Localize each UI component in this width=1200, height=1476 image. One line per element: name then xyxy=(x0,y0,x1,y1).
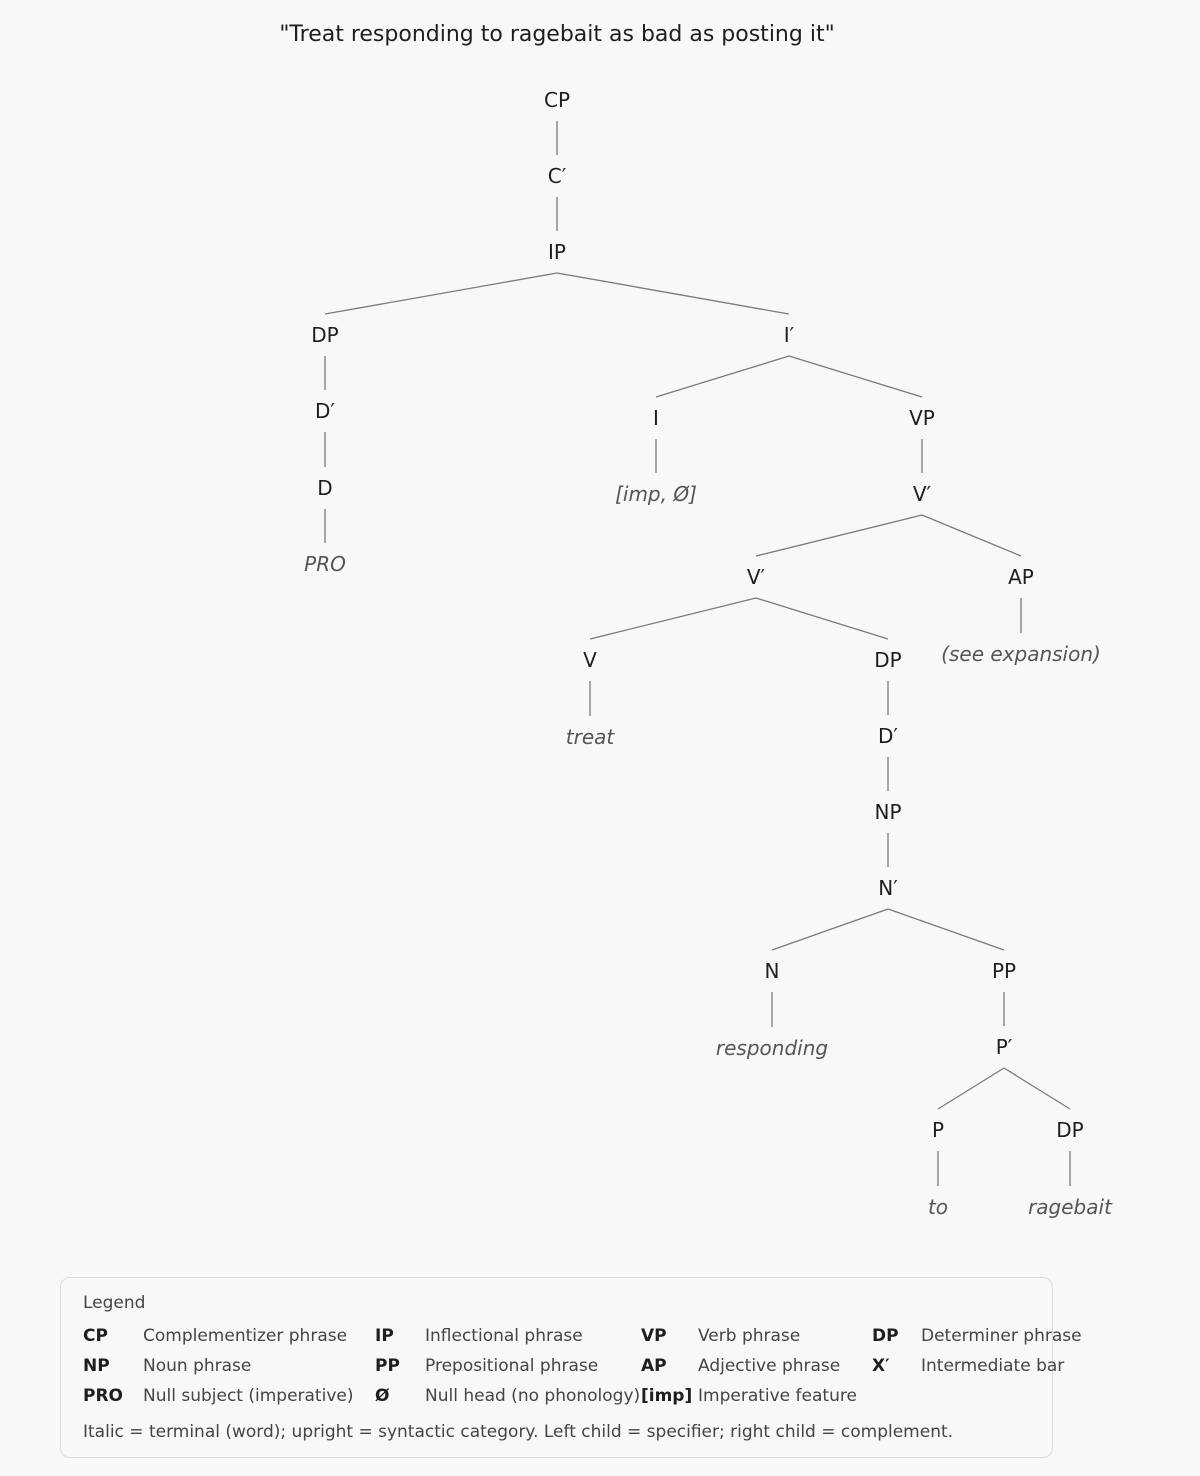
legend-heading: Legend xyxy=(83,1293,146,1313)
legend-abbr-xbar: X′ xyxy=(872,1356,890,1376)
tree-edge-vbar1-vbar2 xyxy=(756,515,922,556)
tree-node-pro: PRO xyxy=(304,552,346,576)
legend-desc-vp: Verb phrase xyxy=(698,1326,801,1346)
legend-abbr-pro: PRO xyxy=(83,1386,124,1406)
tree-node-imp: [imp, Ø] xyxy=(615,482,697,506)
tree-node-dbar2: D′ xyxy=(878,724,898,748)
tree-node-seeexp: (see expansion) xyxy=(941,642,1101,666)
legend-desc-ap: Adjective phrase xyxy=(698,1356,841,1376)
tree-node-i: I xyxy=(653,406,659,430)
tree-edge-vbar2-dp2 xyxy=(756,598,888,639)
tree-edge-nbar-n xyxy=(772,909,888,950)
legend-note: Italic = terminal (word); upright = syntactic category. Left child = specifier; right child = complement. xyxy=(83,1422,954,1442)
legend-desc-cp: Complementizer phrase xyxy=(143,1326,348,1346)
legend-desc-xbar: Intermediate bar xyxy=(921,1356,1065,1376)
tree-node-dp1: DP xyxy=(311,323,339,347)
tree-node-to: to xyxy=(927,1195,949,1219)
tree-node-np: NP xyxy=(874,800,902,824)
tree-edge-ip-ibar xyxy=(557,273,789,314)
tree-node-dbar1: D′ xyxy=(315,399,335,423)
tree-node-p: P xyxy=(931,1118,945,1142)
legend-abbr-ap: AP xyxy=(641,1356,667,1376)
legend-desc-imp: Imperative feature xyxy=(698,1386,857,1406)
legend-abbr-pp: PP xyxy=(375,1356,400,1376)
tree-edge-ibar-i xyxy=(656,356,789,397)
tree-nodes xyxy=(304,88,1113,1219)
tree-node-dp2: DP xyxy=(874,648,902,672)
tree-node-pbar: P′ xyxy=(995,1035,1013,1059)
legend-abbr-null: Ø xyxy=(375,1386,390,1406)
tree-node-pp: PP xyxy=(991,959,1017,983)
legend-abbr-ip: IP xyxy=(375,1326,394,1346)
legend-desc-ip: Inflectional phrase xyxy=(425,1326,583,1346)
legend-desc-pro: Null subject (imperative) xyxy=(143,1386,354,1406)
tree-edge-pbar-dp3 xyxy=(1004,1068,1070,1109)
tree-node-vbar2: V′ xyxy=(746,565,766,589)
tree-node-cp: CP xyxy=(543,88,571,112)
tree-node-ip: IP xyxy=(548,240,566,264)
tree-node-ap: AP xyxy=(1008,565,1034,589)
tree-edge-vbar1-ap xyxy=(922,515,1021,556)
tree-edge-nbar-pp xyxy=(888,909,1004,950)
diagram-title: "Treat responding to ragebait as bad as posting it" xyxy=(279,22,835,47)
tree-edge-pbar-p xyxy=(938,1068,1004,1109)
legend-abbr-cp: CP xyxy=(83,1326,108,1346)
tree-node-nbar: N′ xyxy=(878,876,898,900)
tree-node-vbar1: V′ xyxy=(912,482,932,506)
tree-node-v: V xyxy=(583,648,597,672)
legend-abbr-np: NP xyxy=(83,1356,110,1376)
tree-edge-vbar2-v xyxy=(590,598,756,639)
legend-desc-np: Noun phrase xyxy=(143,1356,252,1376)
legend-abbr-imp: [imp] xyxy=(641,1386,693,1406)
legend-abbr-vp: VP xyxy=(641,1326,667,1346)
tree-edge-ibar-vp xyxy=(789,356,922,397)
tree-node-vp: VP xyxy=(909,406,935,430)
tree-node-dp3: DP xyxy=(1056,1118,1084,1142)
legend-desc-pp: Prepositional phrase xyxy=(425,1356,599,1376)
tree-node-ibar: I′ xyxy=(783,323,795,347)
tree-node-d1: D xyxy=(317,476,333,500)
legend-desc-dp: Determiner phrase xyxy=(921,1326,1082,1346)
tree-node-cbar: C′ xyxy=(547,164,567,188)
tree-node-treat: treat xyxy=(565,725,615,749)
legend-desc-null: Null head (no phonology) xyxy=(425,1386,641,1406)
legend-abbr-dp: DP xyxy=(872,1326,899,1346)
tree-node-responding: responding xyxy=(715,1036,829,1060)
tree-edge-ip-dp1 xyxy=(325,273,557,314)
tree-node-ragebait: ragebait xyxy=(1028,1195,1112,1219)
tree-node-n: N xyxy=(764,959,780,983)
